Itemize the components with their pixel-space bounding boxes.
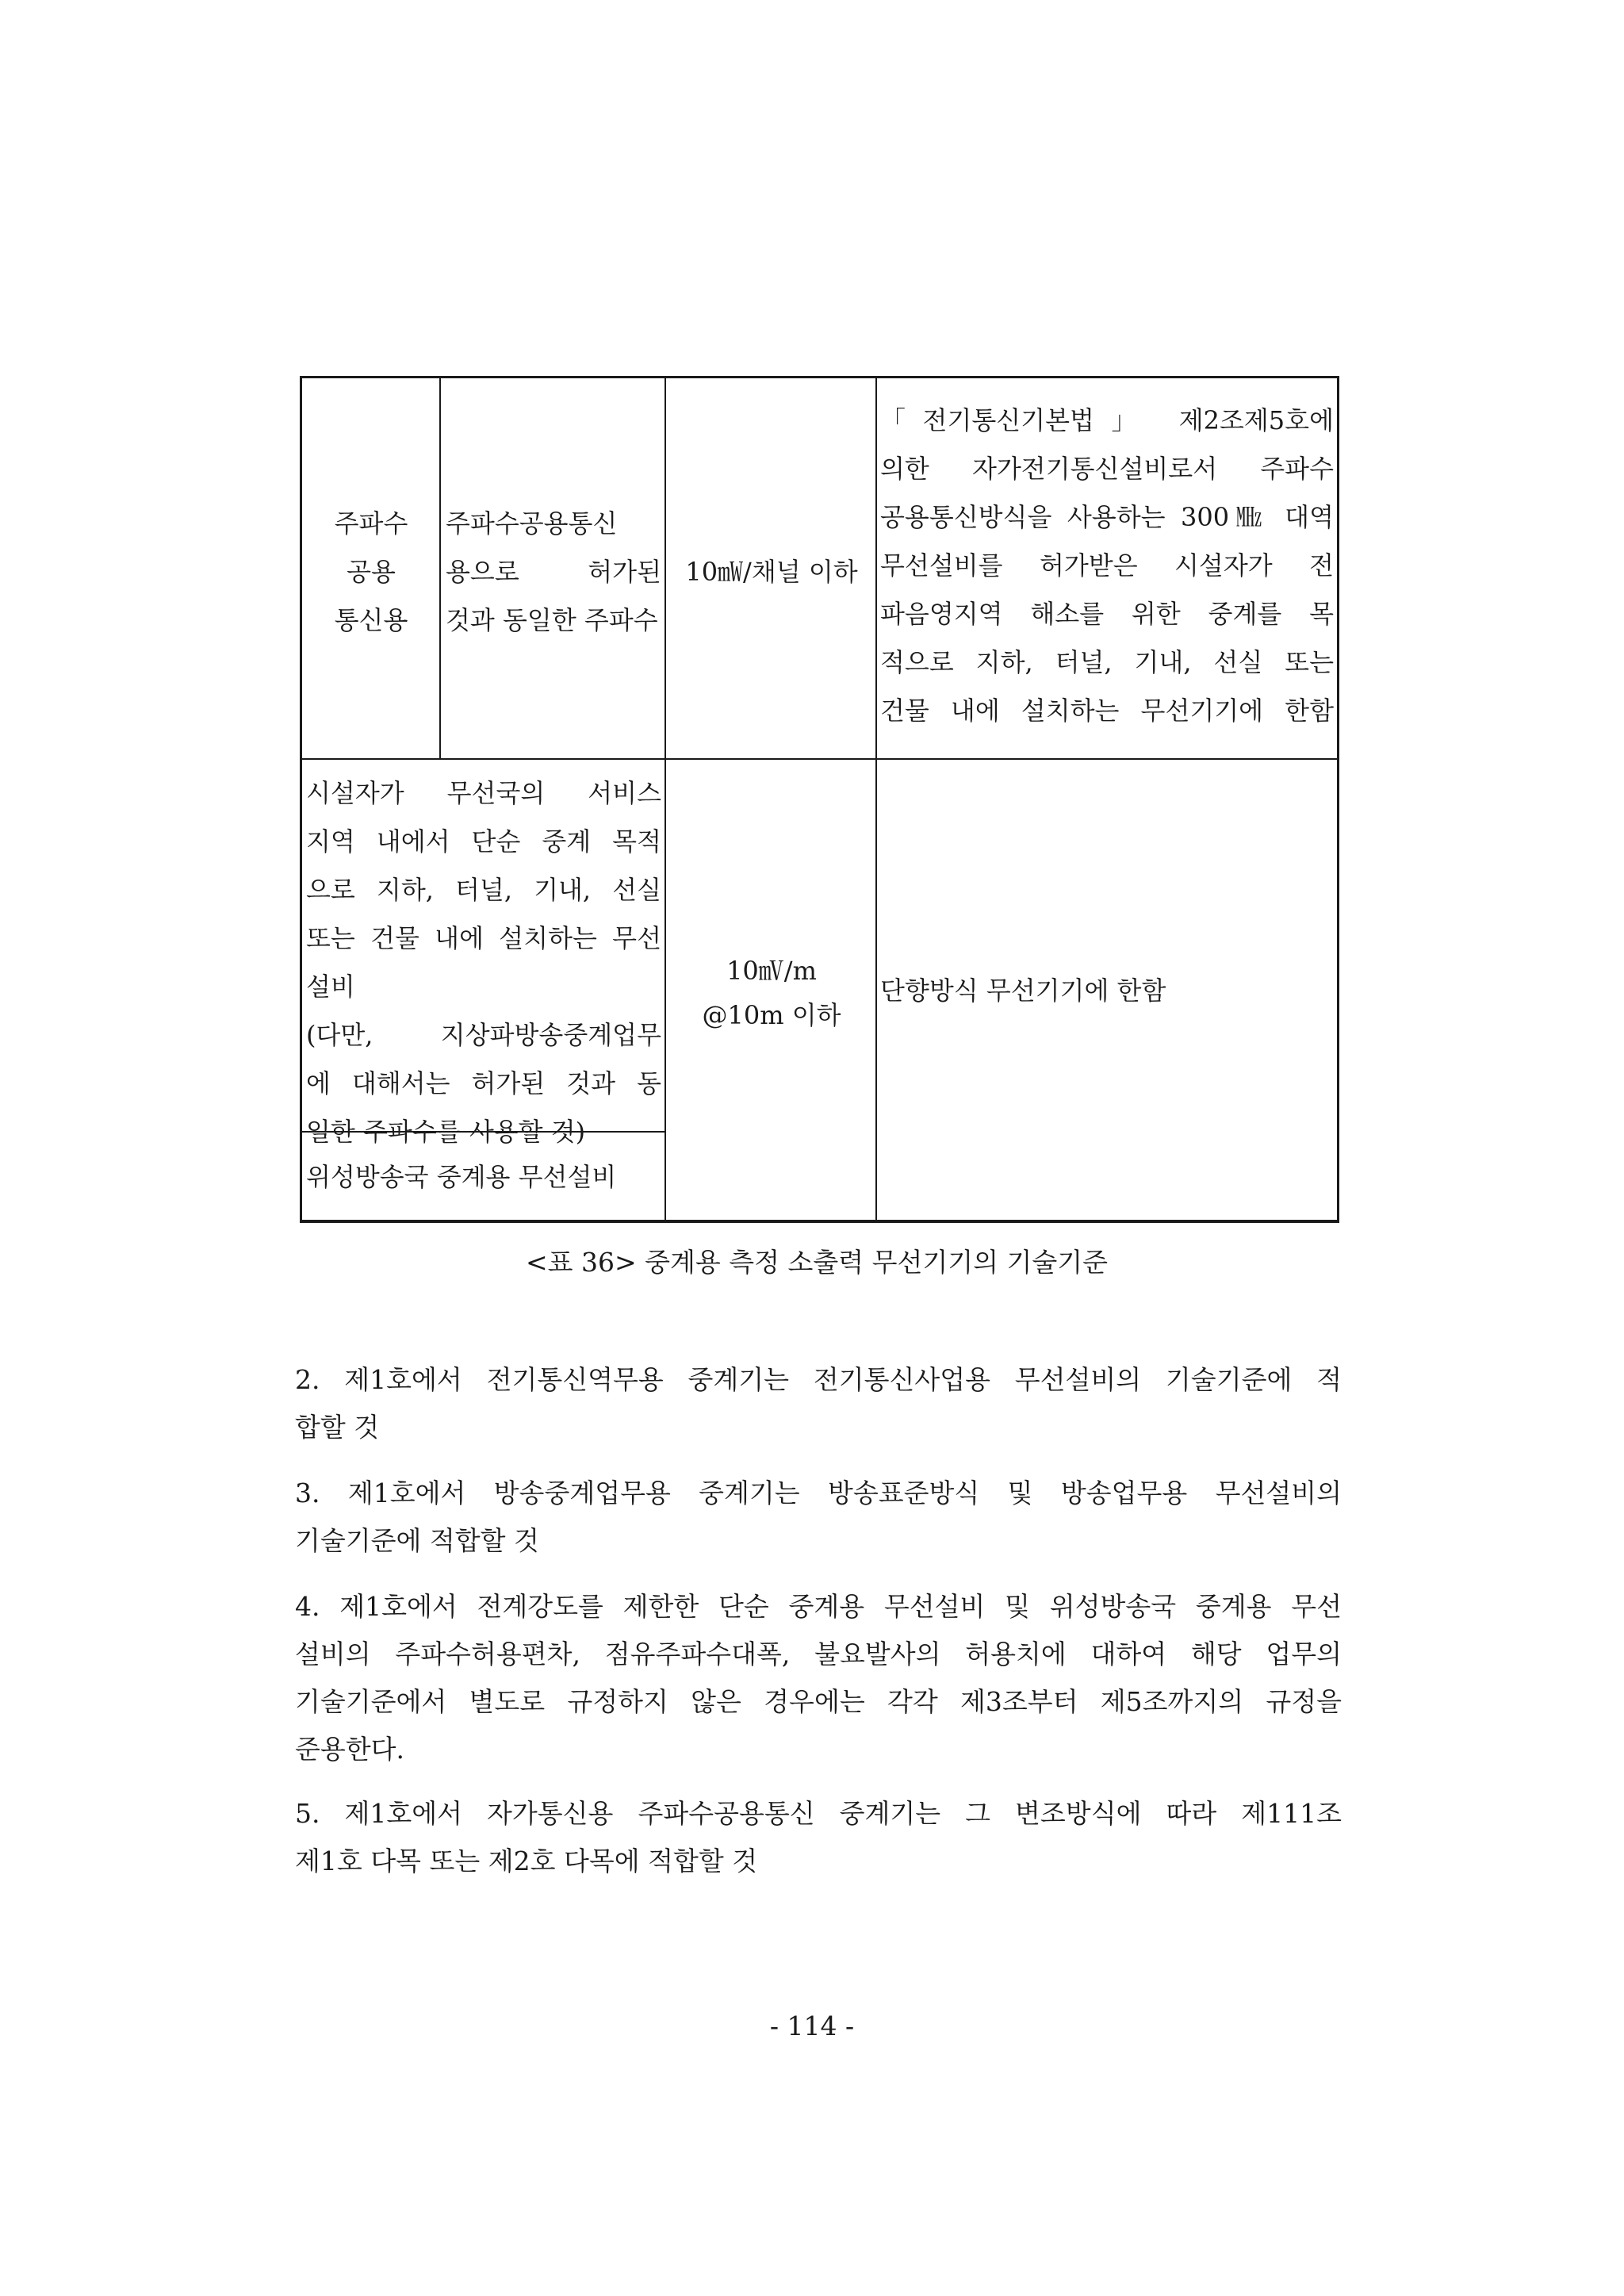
row2-equipment-line: 으로 지하, 터널, 기내, 선실 [306,875,661,905]
table-border-right [1337,376,1339,1223]
row1-service-type [304,500,438,645]
col-divider-1 [439,376,441,759]
table-border-top [300,376,1339,378]
paragraph-line: 합할 것 [295,1412,380,1443]
row1-remarks-line: 건물 내에 설치하는 무선기기에 한함 [880,696,1334,726]
paragraph-2 [295,1356,1342,1451]
paragraph-line: 5. 제1호에서 자가통신용 주파수공용통신 중계기는 그 변조방식에 따라 제111조 [295,1798,1342,1829]
paragraph-line: 기술기준에서 별도로 규정하지 않은 경우에는 각각 제3조부터 제5조까지의 규정을 [295,1686,1342,1717]
table-caption: <표 36> 중계용 측정 소출력 무선기기의 기술기준 [525,1247,1109,1278]
row2-equipment-line: 지역 내에서 단순 중계 목적 [306,826,661,857]
paragraph-3 [295,1470,1342,1565]
row1-remarks-line: 무선설비를 허가받은 시설자가 전 [880,550,1334,581]
paragraph-line: 3. 제1호에서 방송중계업무용 중계기는 방송표준방식 및 방송업무용 무선설비의 [295,1478,1342,1508]
paragraph-line: 4. 제1호에서 전계강도를 제한한 단순 중계용 무선설비 및 위성방송국 중계용 무선 [295,1591,1342,1622]
row1-output-power-value: 10㎽/채널 이하 [685,557,858,587]
row1-remarks [880,397,1334,735]
row2-remarks [880,967,1334,1015]
row1-frequency [446,500,661,645]
row2-remarks-value: 단향방식 무선기기에 한함 [880,976,1166,1006]
row1-remarks-line: 공용통신방식을 사용하는 300㎒ 대역 [880,502,1334,532]
row1-service-type-line: 주파수 [334,508,408,539]
paragraph-4 [295,1583,1342,1773]
row1-frequency-line: 주파수공용통신 [446,508,618,539]
page-number: - 114 - [769,2010,855,2041]
row1-remarks-line: 의한 자가전기통신설비로서 주파수 [880,454,1334,484]
row2-field-strength-line: 10㎷/m [726,956,817,986]
paragraph-line: 2. 제1호에서 전기통신역무용 중계기는 전기통신사업용 무선설비의 기술기준에 적 [295,1364,1342,1395]
row1-service-type-line: 통신용 [334,605,408,635]
row2-equipment-line: 설비 [306,972,355,1002]
row2-equipment-line: 에 대해서는 허가된 것과 동 [306,1068,661,1098]
row2-field-strength-line: @10m 이하 [702,1000,841,1030]
paragraph-line: 제1호 다목 또는 제2호 다목에 적합할 것 [295,1846,758,1876]
paragraph-5 [295,1790,1342,1885]
paragraph-line: 설비의 주파수허용편차, 점유주파수대폭, 불요발사의 허용치에 대하여 해당 업무의 [295,1639,1342,1669]
col-divider-3 [875,376,877,1221]
row3-equipment-value: 위성방송국 중계용 무선설비 [306,1162,617,1192]
row1-remarks-line: 「전기통신기본법」 제2조제5호에 [880,405,1334,435]
row2-equipment-line: (다만, 지상파방송중계업무 [306,1020,661,1050]
row1-remarks-line: 파음영지역 해소를 위한 중계를 목 [880,599,1334,629]
row2-equipment-line: 또는 건물 내에 설치하는 무선 [306,923,661,953]
row1-remarks-line: 적으로 지하, 터널, 기내, 선실 또는 [880,647,1334,677]
table-border-bottom [300,1220,1339,1223]
row1-frequency-line: 것과 동일한 주파수 [446,605,658,635]
row2-equipment-line: 일한 주파수를 사용할 것) [306,1117,586,1147]
row2-equipment [306,769,661,1156]
row3-equipment [306,1153,661,1202]
paragraph-line: 준용한다. [295,1734,405,1765]
row1-output-power [668,548,875,596]
row2-field-strength [668,949,875,1037]
row2-equipment-line: 시설자가 무선국의 서비스 [306,778,661,808]
table-border-left [300,376,302,1223]
col-divider-2 [665,376,666,1221]
row1-service-type-line: 공용 [347,557,396,587]
paragraph-line: 기술기준에 적합할 것 [295,1525,539,1556]
row1-frequency-line: 용으로 허가된 [446,557,661,587]
row-divider-1 [300,758,1339,760]
